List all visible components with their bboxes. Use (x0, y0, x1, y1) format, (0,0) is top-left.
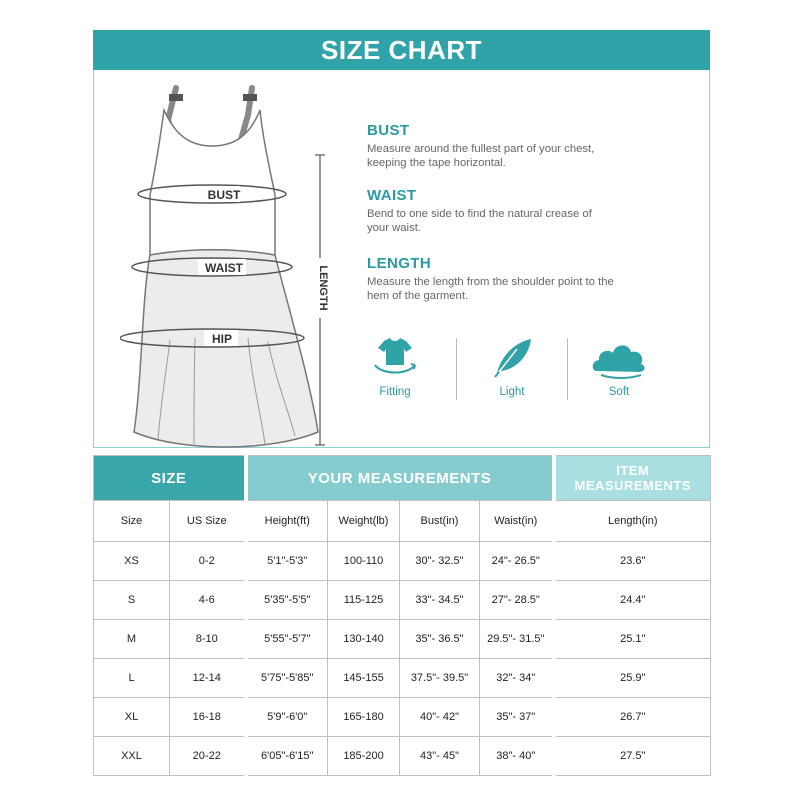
table-cell: 27.5" (554, 737, 711, 776)
guide-length-line2: hem of the garment. (367, 290, 469, 302)
cloud-icon (589, 335, 649, 379)
table-cell: XL (94, 698, 170, 737)
guide-waist-line1: Bend to one side to find the natural crease of (367, 208, 592, 220)
guide-length-line1: Measure the length from the shoulder point to the (367, 276, 614, 288)
guide-length (367, 255, 657, 303)
table-cell: 40"- 42" (400, 698, 480, 737)
table-row (94, 620, 711, 659)
table-cell: 4-6 (170, 581, 246, 620)
table-cell: 25.1" (554, 620, 711, 659)
feature-divider (567, 338, 568, 400)
waist-diagram-label: WAIST (205, 261, 243, 275)
table-cell: 12-14 (170, 659, 246, 698)
table-cell: 43"- 45" (400, 737, 480, 776)
table-cell: 5'75"-5'85" (246, 659, 328, 698)
feature-fitting-label: Fitting (379, 386, 411, 398)
guide-waist (367, 187, 657, 235)
column-header: Waist(in) (480, 501, 554, 542)
table-row (94, 581, 711, 620)
length-diagram-label: LENGTH (317, 265, 329, 311)
table-cell: M (94, 620, 170, 659)
table-cell: 5'1"-5'3" (246, 542, 328, 581)
table-cell: 24"- 26.5" (480, 542, 554, 581)
guide-length-heading: LENGTH (367, 255, 432, 272)
table-cell: 38"- 40" (480, 737, 554, 776)
table-cell: 8-10 (170, 620, 246, 659)
table-cell: 16-18 (170, 698, 246, 737)
table-cell: 165-180 (328, 698, 400, 737)
size-table (93, 455, 711, 776)
bust-diagram-label: BUST (207, 188, 241, 202)
column-header: Weight(lb) (328, 501, 400, 542)
table-cell: 5'35"-5'5" (246, 581, 328, 620)
table-cell: 30"- 32.5" (400, 542, 480, 581)
garment-diagram (120, 80, 335, 450)
column-header: Length(in) (554, 501, 711, 542)
table-column-header-row (94, 501, 711, 542)
column-header: US Size (170, 501, 246, 542)
table-cell: S (94, 581, 170, 620)
feature-fitting (355, 335, 435, 398)
table-cell: 23.6" (554, 542, 711, 581)
table-cell: 145-155 (328, 659, 400, 698)
table-cell: 130-140 (328, 620, 400, 659)
table-row (94, 737, 711, 776)
table-cell: 25.9" (554, 659, 711, 698)
table-cell: 5'55"-5'7" (246, 620, 328, 659)
hip-diagram-label: HIP (211, 332, 233, 346)
table-cell: 29.5"- 31.5" (480, 620, 554, 659)
feature-divider (456, 338, 457, 400)
guide-bust-line1: Measure around the fullest part of your chest, (367, 143, 595, 155)
feature-light (472, 335, 552, 398)
your-measurements-header: YOUR MEASUREMENTS (246, 456, 554, 501)
column-header: Size (94, 501, 170, 542)
guide-waist-line2: your waist. (367, 222, 421, 234)
guide-waist-heading: WAIST (367, 187, 417, 204)
table-row (94, 698, 711, 737)
table-cell: 0-2 (170, 542, 246, 581)
table-cell: 6'05"-6'15" (246, 737, 328, 776)
table-cell: 26.7" (554, 698, 711, 737)
feature-soft-label: Soft (608, 386, 630, 398)
feather-icon (487, 335, 537, 379)
table-group-header-row (94, 456, 711, 501)
table-cell: 20-22 (170, 737, 246, 776)
table-cell: 115-125 (328, 581, 400, 620)
table-cell: 32"- 34" (480, 659, 554, 698)
table-cell: 185-200 (328, 737, 400, 776)
column-header: Bust(in) (400, 501, 480, 542)
table-cell: 35"- 37" (480, 698, 554, 737)
table-cell: 27"- 28.5" (480, 581, 554, 620)
feature-light-label: Light (499, 386, 525, 398)
table-cell: 35"- 36.5" (400, 620, 480, 659)
size-chart-title: SIZE CHART (93, 30, 710, 70)
table-cell: 24.4" (554, 581, 711, 620)
tshirt-icon (370, 335, 420, 379)
item-measurements-header: ITEM MEASUREMENTS (554, 456, 711, 501)
guide-bust-heading: BUST (367, 122, 410, 139)
column-header: Height(ft) (246, 501, 328, 542)
table-row (94, 542, 711, 581)
table-row (94, 659, 711, 698)
table-cell: XXL (94, 737, 170, 776)
size-group-header: SIZE (94, 456, 246, 501)
table-cell: 5'9"-6'0" (246, 698, 328, 737)
table-cell: 100-110 (328, 542, 400, 581)
guide-bust (367, 122, 657, 170)
guide-bust-line2: keeping the tape horizontal. (367, 157, 506, 169)
table-cell: XS (94, 542, 170, 581)
table-cell: 37.5"- 39.5" (400, 659, 480, 698)
feature-soft (579, 335, 659, 398)
table-cell: 33"- 34.5" (400, 581, 480, 620)
table-cell: L (94, 659, 170, 698)
